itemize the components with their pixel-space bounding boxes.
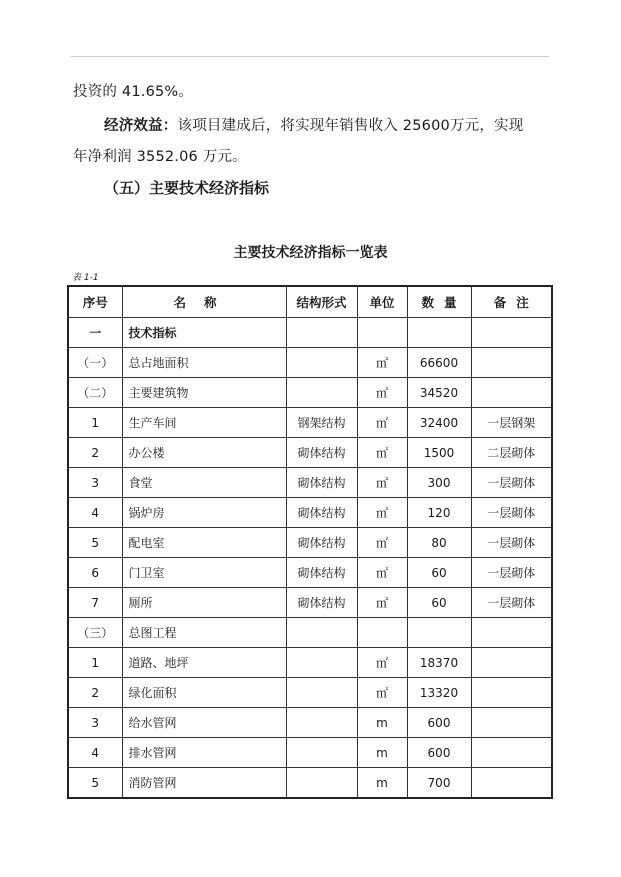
cell-qty: 1500 [407,438,471,468]
cell-no: 4 [68,738,122,768]
header-struct: 结构形式 [286,286,357,318]
cell-struct [286,378,357,408]
cell-qty: 600 [407,708,471,738]
cell-unit: m [357,708,407,738]
cell-unit: ㎡ [357,408,407,438]
cell-unit: ㎡ [357,438,407,468]
cell-qty: 60 [407,558,471,588]
cell-qty: 34520 [407,378,471,408]
cell-note: 一层砌体 [471,588,552,618]
cell-struct [286,708,357,738]
table-row [68,318,552,348]
cell-unit: ㎡ [357,348,407,378]
cell-unit [357,618,407,648]
table-row [68,768,552,799]
cell-note: 一层砌体 [471,528,552,558]
cell-unit: ㎡ [357,378,407,408]
cell-unit: ㎡ [357,558,407,588]
cell-qty: 66600 [407,348,471,378]
table-row [68,648,552,678]
cell-note [471,768,552,799]
cell-qty: 80 [407,528,471,558]
cell-no: 2 [68,678,122,708]
header-rule [70,56,549,57]
cell-qty: 600 [407,738,471,768]
table-row [68,588,552,618]
cell-no: （三） [68,618,122,648]
cell-no: （一） [68,348,122,378]
cell-no: 5 [68,768,122,799]
cell-note: 一层砌体 [471,468,552,498]
paragraph-economic-benefit [104,114,523,135]
cell-no: 1 [68,648,122,678]
cell-name: 给水管网 [122,708,286,738]
section-heading: （五）主要技术经济指标 [104,179,270,197]
cell-note [471,378,552,408]
cell-note: 一层砌体 [471,558,552,588]
cell-unit: ㎡ [357,468,407,498]
cell-note: 二层砌体 [471,438,552,468]
cell-qty [407,618,471,648]
cell-note: 一层钢架 [471,408,552,438]
header-qty: 数量 [407,286,471,318]
cell-unit: ㎡ [357,678,407,708]
table-row [68,468,552,498]
cell-struct: 砌体结构 [286,588,357,618]
economic-indicators-table [67,285,553,799]
cell-struct [286,348,357,378]
table-header-row [68,286,552,318]
cell-no: 6 [68,558,122,588]
cell-name: 门卫室 [122,558,286,588]
cell-qty: 13320 [407,678,471,708]
cell-struct [286,768,357,799]
cell-note [471,648,552,678]
cell-name: 道路、地坪 [122,648,286,678]
table-row [68,408,552,438]
cell-struct [286,318,357,348]
paragraph-net-profit: 年净利润 3552.06 万元。 [73,149,247,165]
cell-qty: 700 [407,768,471,799]
cell-no: （二） [68,378,122,408]
cell-note [471,318,552,348]
cell-note [471,708,552,738]
cell-note [471,348,552,378]
cell-qty: 120 [407,498,471,528]
economic-benefit-label: 经济效益： [104,118,178,134]
table-row [68,378,552,408]
cell-qty: 32400 [407,408,471,438]
table-row [68,618,552,648]
table-row [68,708,552,738]
table-number: 表 1-1 [72,273,99,283]
economic-benefit-text: 该项目建成后，将实现年销售收入 25600万元，实现 [177,118,524,134]
cell-struct [286,648,357,678]
cell-unit: m [357,768,407,799]
cell-name: 消防管网 [122,768,286,799]
cell-name: 绿化面积 [122,678,286,708]
table-row [68,528,552,558]
cell-note [471,678,552,708]
cell-qty: 300 [407,468,471,498]
cell-struct: 砌体结构 [286,498,357,528]
cell-name: 技术指标 [122,318,286,348]
cell-name: 配电室 [122,528,286,558]
cell-unit: ㎡ [357,588,407,618]
cell-no: 7 [68,588,122,618]
table-row [68,558,552,588]
cell-struct [286,618,357,648]
cell-no: 1 [68,408,122,438]
cell-struct: 砌体结构 [286,468,357,498]
cell-struct: 砌体结构 [286,438,357,468]
header-no: 序号 [68,286,122,318]
cell-note [471,738,552,768]
cell-unit: m [357,738,407,768]
paragraph-investment-ratio: 投资的 41.65%。 [73,84,194,100]
cell-no: 3 [68,468,122,498]
cell-note: 一层砌体 [471,498,552,528]
table-row [68,738,552,768]
cell-name: 锅炉房 [122,498,286,528]
header-name: 名称 [122,286,286,318]
cell-no: 一 [68,318,122,348]
cell-name: 食堂 [122,468,286,498]
cell-unit: ㎡ [357,648,407,678]
cell-name: 总占地面积 [122,348,286,378]
cell-unit [357,318,407,348]
cell-struct [286,678,357,708]
cell-qty: 60 [407,588,471,618]
cell-no: 4 [68,498,122,528]
table-row [68,678,552,708]
cell-name: 主要建筑物 [122,378,286,408]
cell-qty: 18370 [407,648,471,678]
cell-name: 总图工程 [122,618,286,648]
header-unit: 单位 [357,286,407,318]
cell-qty [407,318,471,348]
cell-note [471,618,552,648]
cell-struct: 砌体结构 [286,528,357,558]
cell-name: 生产车间 [122,408,286,438]
table-row [68,348,552,378]
cell-no: 3 [68,708,122,738]
cell-unit: ㎡ [357,498,407,528]
cell-struct [286,738,357,768]
cell-unit: ㎡ [357,528,407,558]
table-title: 主要技术经济指标一览表 [233,245,388,261]
table-row [68,438,552,468]
cell-name: 排水管网 [122,738,286,768]
cell-struct: 钢架结构 [286,408,357,438]
cell-name: 厕所 [122,588,286,618]
table-row [68,498,552,528]
cell-no: 2 [68,438,122,468]
header-note: 备注 [471,286,552,318]
cell-name: 办公楼 [122,438,286,468]
cell-struct: 砌体结构 [286,558,357,588]
cell-no: 5 [68,528,122,558]
